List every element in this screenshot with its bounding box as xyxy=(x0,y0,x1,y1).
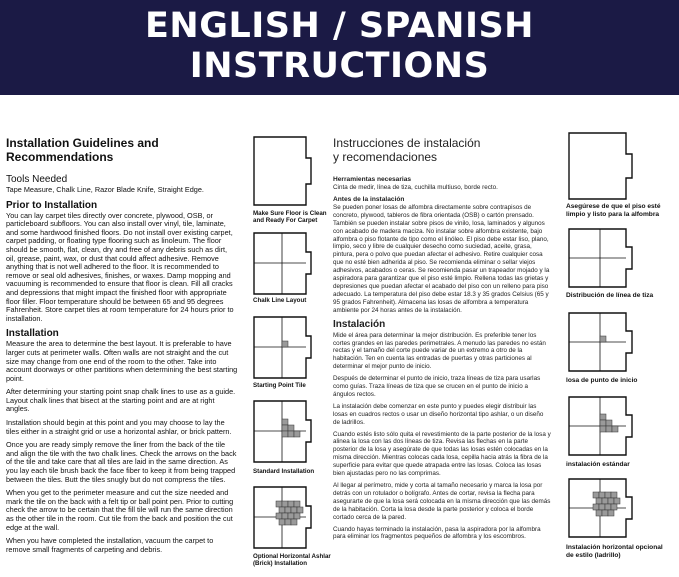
spanish-paragraph: Al llegar al perímetro, mide y corta al tamaño necesario y marca la losa por detrás con un rotulador o bolígrafo. Antes de cortar, revisa la flecha para asegurarte de que la losa será colocada en la misma dirección que las demás de la habitación. Corta la losa desde la parte posterior y coloca el borde cortado cerca de la pared. xyxy=(333,482,551,521)
english-prior-heading: Prior to Installation xyxy=(6,199,98,211)
figure-caption: Starting Point Tile xyxy=(253,382,306,389)
figure-chalk-line-es xyxy=(568,228,638,288)
figure-ashlar-installation xyxy=(253,486,319,549)
figure-starting-point-es xyxy=(568,312,638,372)
figure-caption: Optional Horizontal Ashlar (Brick) Installation xyxy=(253,553,331,567)
figure-caption-es: losa de punto de inicio xyxy=(566,377,638,384)
spanish-paragraph: Cuando estés listo sólo quita el revestimiento de la parte posterior de la losa y alinea la losa con las dos líneas de tiza. Revisa las flechas en la parte posterior de la losa y asegúrate de que todas las losas estén colocadas en la misma dirección. Mientras colocas cada losa, cepilla hacia atrás la fibra de la superficie para evitar que quede atrapada entre las losas. Coloca las losas bien ajustadas pero no las comprimas. xyxy=(333,430,551,478)
spanish-instructions xyxy=(333,136,551,545)
figure-caption-es: Instalación horizontal opcional de estilo (ladrillo) xyxy=(566,544,663,559)
spanish-paragraph: Mide el área para determinar la mejor distribución. Es preferible tener los cortes grandes en las paredes perimetrales. A menudo las paredes no están rectas y el tamaño del corte puede variar de un extremo a otro de la habitación. Ten en cuenta las entradas de puertas y otras particiones al determinar el mejor punto de inicio. xyxy=(333,331,546,371)
banner-title-line1: ENGLISH / SPANISH xyxy=(145,6,534,46)
english-paragraph: Once you are ready simply remove the liner from the back of the tile and align the tile with the two chalk lines. Check the arrows on the back of the tile and take care that all tiles are laid in the same direction. As you lay each tile brush back the face fiber to keep it from being trapped between the tiles. Butt the tiles snugly but do not compress the tiles. xyxy=(6,440,237,484)
english-tools-heading: Tools Needed xyxy=(6,174,68,185)
english-tools-text: Tape Measure, Chalk Line, Razor Blade Knife, Straight Edge. xyxy=(6,185,204,194)
spanish-tools-text: Cinta de medir, línea de tiza, cuchilla multiuso, borde recto. xyxy=(333,184,498,191)
figure-ashlar-es xyxy=(568,478,638,538)
english-instructions xyxy=(6,136,238,559)
figure-caption: Standard Installation xyxy=(253,468,315,475)
english-prior-text: You can lay carpet tiles directly over concrete, plywood, OSB, or particleboard subfloors. You can also install over vinyl, tile, laminate, and some hardwood finished floors. Do not install over existing carpet, carpet padding, or floating type flooring such as linoleum. The floor should be smooth, flat, clean, dry and free of any debris such as dirt, oil, grease, paint, wax, or dust that could affect adhesive. Remove anything that is not well adhered to the floor. It is recommended to remove or seal old adhesives, finishes, or waxes. Damp mopping and vacuuming is recommended to ensure that floor is clean. Fill all cracks and depressions that might impact the finished floor with appropriate floor filler. Floor temperature should be between 65 and 95 degrees Fahrenheit. Store carpet tiles at room temperature for 24 hours prior to installation. xyxy=(6,210,234,323)
english-installation-heading: Installation xyxy=(6,328,59,340)
english-title: Installation Guidelines and Recommendations xyxy=(6,136,159,164)
figure-standard-installation xyxy=(253,400,319,463)
spanish-prior-heading: Antes de la instalación xyxy=(333,195,405,203)
spanish-paragraph: La instalación debe comenzar en este punto y puedes elegir distribuir las losas en cuadros rectos o usar un diseño horizontal tipo ashlar, o un diseño de ladrillos. xyxy=(333,402,544,426)
spanish-title xyxy=(333,136,551,164)
figure-caption-es: Asegúrese de que el piso esté limpio y listo para la alfombra xyxy=(566,203,661,218)
spanish-title-line1: Instrucciones de instalación xyxy=(333,136,481,150)
figure-clean-floor xyxy=(253,136,319,206)
figure-starting-point-tile xyxy=(253,316,319,379)
figure-caption: Chalk Line Layout xyxy=(253,297,307,304)
english-paragraph: After determining your starting point snap chalk lines to use as a guide. Layout chalk lines that bisect at the starting point and are at right angles. xyxy=(6,387,236,414)
english-paragraph: Measure the area to determine the best layout. It is preferable to have larger cuts at perimeter walls. Often walls are not straight and the cut size may change from one end of the room to the other. Take into account doorways or other partitions when determining the best starting point. xyxy=(6,339,238,383)
banner-title-line2: INSTRUCTIONS xyxy=(189,46,490,86)
figure-caption-es: Distribución de línea de tiza xyxy=(566,292,654,299)
spanish-installation-heading: Instalación xyxy=(333,318,386,330)
spanish-prior-text: Se pueden poner losas de alfombra directamente sobre contrapisos de concreto, plywood, tableros de fibra orientada (OSB) o cartón prensado. También se pueden instalar sobre pisos de vinilo, losa, laminados y algunos con acabado de madera maciza. No instalar sobre alfombra existente, bajo alfombra o piso flotante de tipo como el linóleo. El piso debe estar liso, plano, limpio, seco y libre de cualquier desecho como suciedad, aceite, grasa, pintura, pera o polvo que puedan afectar el adhesivo. Retire cualquier cosa que no esté bien adherida al piso. Se recomienda eliminar o sellar viejos adhesivos, acabados o ceras. Se recomienda pasar un trapeador mojado y la aspiradora para garantizar que el piso esté limpio. Rellena todas las grietas y depresiones que puedan afectar el acabado del piso con un relleno para piso adecuado. La temperatura del piso debe estar 18.3 y 35 grados Celsius (65 y 95 grados Fahrenheit). Almacena las losas de alfombra a temperatura ambiente por 24 horas antes de la instalación. xyxy=(333,203,550,314)
header-banner xyxy=(0,0,679,95)
figure-standard-es xyxy=(568,396,638,456)
figure-chalk-line-layout xyxy=(253,232,319,295)
spanish-tools-heading: Herramientas necesarias xyxy=(333,176,412,183)
figure-caption: Make Sure Floor is Clean and Ready For Carpet xyxy=(253,210,327,224)
figure-clean-floor-es xyxy=(568,132,638,200)
spanish-title-line2: y recomendaciones xyxy=(333,150,438,164)
english-paragraph: Installation should begin at this point and you may choose to lay the tiles either in a straight grid or use a horizontal ashlar, or brick pattern. xyxy=(6,418,232,436)
spanish-paragraph: Cuando hayas terminado la instalación, pasa la aspiradora por la alfombra para eliminar los fragmentos pequeños de alfombra y los escombros. xyxy=(333,525,541,541)
english-paragraph: When you get to the perimeter measure and cut the size needed and mark the tile on the back with a felt tip or ball point pen. Prior to cutting check the arrow to be certain that the fill tile will run the same direction as the other tile in the room. Cut tile from the back and position the cut edge at the wall. xyxy=(6,488,234,532)
spanish-paragraph: Después de determinar el punto de inicio, traza líneas de tiza para usarlas como guías. Traza líneas de tiza que se crucen en el punto de inicio a ángulos rectos. xyxy=(333,375,541,398)
figure-caption-es: instalación estándar xyxy=(566,461,630,468)
english-paragraph: When you have completed the installation, vacuum the carpet to remove small fragments of carpeting and debris. xyxy=(6,536,214,554)
